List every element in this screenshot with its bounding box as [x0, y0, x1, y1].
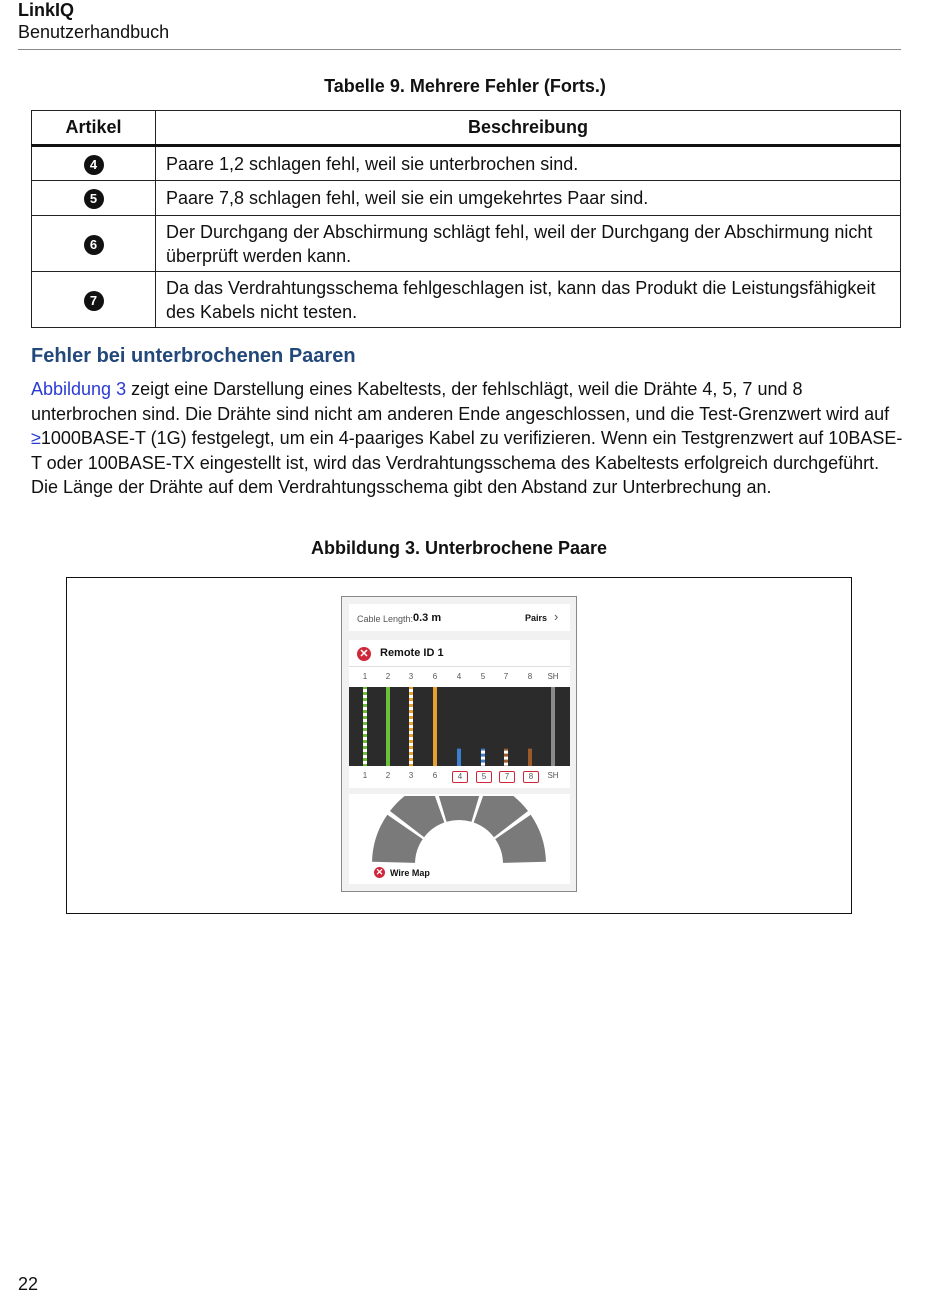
wire-label-bottom: 7 [499, 771, 515, 783]
wire-label-top: 2 [385, 672, 391, 681]
table-row [32, 216, 901, 272]
wire-stripe [363, 731, 367, 734]
wire-stripe [409, 719, 413, 722]
wire-label-bottom: 6 [432, 771, 438, 780]
wire-bar [528, 749, 532, 766]
cable-length-bar [349, 604, 570, 631]
item-number-badge: 6 [84, 235, 104, 255]
wire-stripe [409, 725, 413, 728]
wire-stripe [409, 707, 413, 710]
wire-bar [386, 687, 390, 766]
wire-label-top: 7 [503, 672, 509, 681]
wire-stripe [481, 763, 485, 766]
error-x-icon: ✕ [357, 647, 371, 661]
wire-label-bottom: 2 [385, 771, 391, 780]
panel-divider [349, 666, 570, 667]
paragraph-text-1: zeigt eine Darstellung eines Kabeltests, der fehlschlägt, weil die Drähte 4, 5, 7 und 8 unterbrochen sind. Die Drähte sind nicht am anderen Ende angeschlossen, und die Test-Grenzwert wird auf [31, 379, 890, 424]
wire-stripe [409, 743, 413, 746]
column-header-description: Beschreibung [156, 111, 901, 146]
wire-stripe [409, 755, 413, 758]
wire-stripe [409, 749, 413, 752]
wire-bar [433, 687, 437, 766]
page-number: 22 [18, 1274, 39, 1294]
cable-length-label: Cable Length: [357, 614, 414, 624]
wire-map-canvas [349, 687, 570, 766]
row-description: Der Durchgang der Abschirmung schlägt fehl, weil der Durchgang der Abschirmung nicht überprüft werden kann. [156, 216, 901, 272]
wire-stripe [481, 757, 485, 760]
wire-stripe [363, 701, 367, 704]
chevron-right-icon: › [554, 609, 559, 624]
wire-bar [551, 687, 555, 766]
row-description: Paare 7,8 schlagen fehl, weil sie ein umgekehrtes Paar sind. [156, 181, 901, 216]
wire-stripe [481, 751, 485, 754]
wire-stripe [409, 695, 413, 698]
table-row [32, 181, 901, 216]
wire-stripe [363, 749, 367, 752]
wire-stripe [409, 689, 413, 692]
item-number-badge: 4 [84, 155, 104, 175]
body-paragraph [31, 377, 911, 500]
remote-panel [349, 640, 570, 788]
pairs-button-label[interactable]: Pairs [525, 613, 548, 623]
paragraph-text-2: 1000BASE-T (1G) festgelegt, um ein 4-paariges Kabel zu verifizieren. Wenn ein Testgrenzwert auf 10BASE-T oder 100BASE-TX eingestellt ist, wird das Verdrahtungsschema des Kabeltests erfolgreich durchgeführt. Die Länge der Drähte auf dem Verdrahtungsschema gibt den Abstand zur Unterbrechung an. [31, 428, 903, 497]
table-row [32, 272, 901, 328]
figure-link[interactable]: Abbildung 3 [31, 379, 127, 399]
table-header-row [32, 111, 901, 146]
wire-stripe [363, 761, 367, 764]
section-heading: Fehler bei unterbrochenen Paaren [31, 345, 356, 367]
device-screenshot [341, 596, 577, 892]
wire-stripe [504, 763, 508, 766]
wire-label-bottom: 3 [408, 771, 414, 780]
wire-label-top: SH [547, 672, 559, 681]
wire-stripe [363, 719, 367, 722]
wire-label-bottom: 1 [362, 771, 368, 780]
wire-map-label[interactable]: Wire Map [390, 868, 430, 878]
error-x-icon: ✕ [375, 867, 384, 877]
column-header-item: Artikel [32, 111, 156, 146]
row-description: Paare 1,2 schlagen fehl, weil sie unterbrochen sind. [156, 146, 901, 181]
row-description: Da das Verdrahtungsschema fehlgeschlagen ist, kann das Produkt die Leistungsfähigkeit des Kabels nicht testen. [156, 272, 901, 328]
wire-stripe [363, 725, 367, 728]
wire-bar [457, 749, 461, 766]
wire-label-top: 6 [432, 672, 438, 681]
wire-map-gauge [349, 796, 570, 866]
wire-stripe [363, 755, 367, 758]
wire-stripe [409, 713, 413, 716]
document-subtitle: Benutzerhandbuch [18, 22, 170, 42]
wire-stripe [409, 701, 413, 704]
wire-label-bottom: 4 [452, 771, 468, 783]
remote-id-label: Remote ID 1 [380, 647, 444, 659]
wire-label-bottom: SH [547, 771, 559, 780]
item-number-badge: 7 [84, 291, 104, 311]
document-title: LinkIQ [18, 0, 75, 20]
wire-stripe [409, 731, 413, 734]
wire-label-top: 1 [362, 672, 368, 681]
wire-stripe [504, 757, 508, 760]
wire-stripe [504, 751, 508, 754]
item-number-badge: 5 [84, 189, 104, 209]
header-divider [18, 49, 901, 50]
table-caption: Tabelle 9. Mehrere Fehler (Forts.) [324, 76, 606, 96]
wire-stripe [363, 713, 367, 716]
wire-label-bottom: 8 [523, 771, 539, 783]
table-row [32, 146, 901, 181]
wire-stripe [363, 737, 367, 740]
wire-bars [349, 687, 570, 766]
wire-stripe [363, 695, 367, 698]
errors-table [31, 110, 901, 328]
wire-label-top: 8 [527, 672, 533, 681]
wire-stripe [409, 761, 413, 764]
figure-caption: Abbildung 3. Unterbrochene Paare [310, 538, 608, 558]
wire-stripe [363, 707, 367, 710]
wire-label-top: 4 [456, 672, 462, 681]
wire-stripe [409, 737, 413, 740]
greater-equal-symbol: ≥ [31, 428, 41, 448]
wire-label-top: 3 [408, 672, 414, 681]
cable-length-value: 0.3 m [413, 612, 442, 624]
wire-stripe [363, 689, 367, 692]
wire-label-bottom: 5 [476, 771, 492, 783]
wire-stripe [363, 743, 367, 746]
wire-map-panel [349, 794, 570, 884]
wire-label-top: 5 [480, 672, 486, 681]
